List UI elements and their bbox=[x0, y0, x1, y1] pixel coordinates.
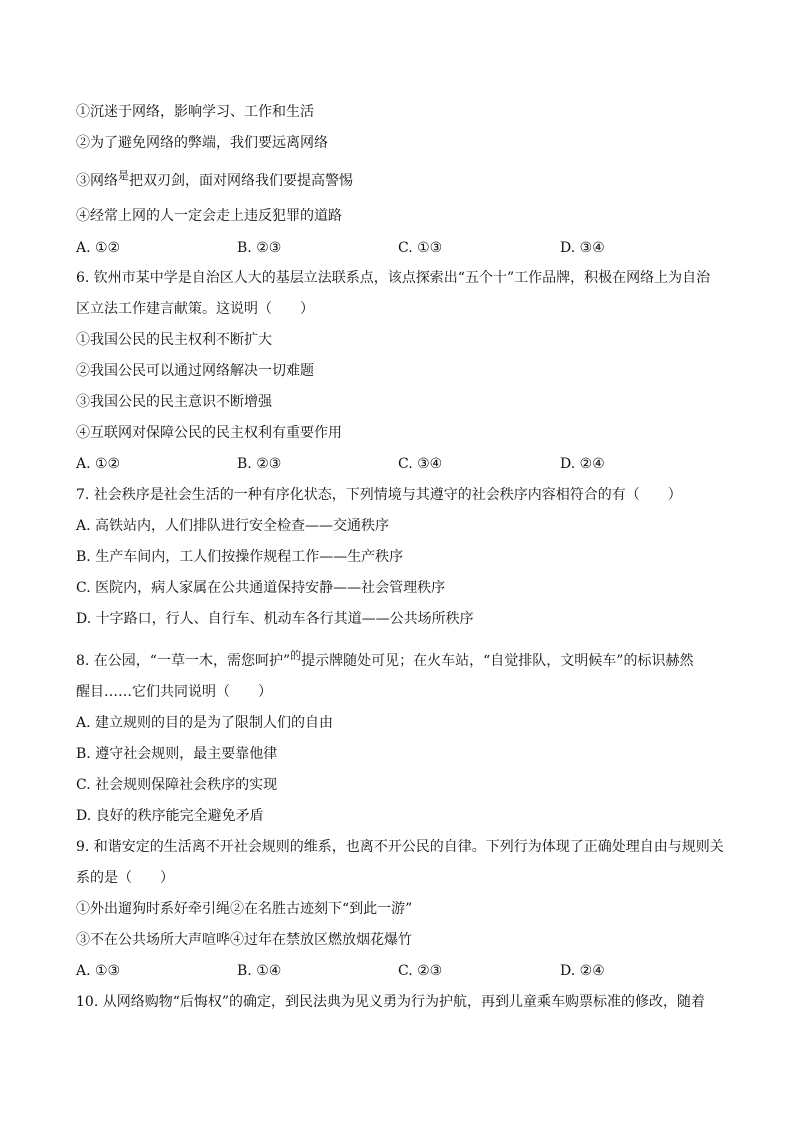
q9-stem-line-2: 系的是（ ） bbox=[76, 870, 174, 886]
q5-statement-3-suffix: 把双刃剑，面对网络我们要提高警惕 bbox=[129, 173, 353, 189]
q9-option-d[interactable]: D. ②④ bbox=[560, 963, 605, 979]
q8-choice-a[interactable]: A. 建立规则的目的是为了限制人们的自由 bbox=[76, 715, 334, 731]
q5-statement-3-prefix: ③网络 bbox=[76, 173, 118, 189]
q6-stem-line-1: 6. 钦州市某中学是自治区人大的基层立法联系点，该点探索出“五个十”工作品牌，积极在网络上为自治 bbox=[76, 270, 711, 286]
q7-choice-c[interactable]: C. 医院内，病人家属在公共通道保持安静——社会管理秩序 bbox=[76, 580, 446, 596]
q8-stem-line-2: 醒目……它们共同说明（ ） bbox=[76, 684, 272, 700]
q6-statement-2: ②我国公民可以通过网络解决一切难题 bbox=[76, 363, 314, 379]
q8-choice-b[interactable]: B. 遵守社会规则，最主要靠他律 bbox=[76, 746, 278, 762]
q8-stem-raised: 的 bbox=[290, 649, 302, 662]
q9-option-a[interactable]: A. ①③ bbox=[76, 963, 121, 979]
q5-statement-2: ②为了避免网络的弊端，我们要远离网络 bbox=[76, 135, 328, 151]
q6-statement-1: ①我国公民的民主权利不断扩大 bbox=[76, 332, 272, 348]
q5-statement-1: ①沉迷于网络，影响学习、工作和生活 bbox=[76, 104, 314, 120]
q6-option-a[interactable]: A. ①② bbox=[76, 456, 121, 472]
q8-choice-c[interactable]: C. 社会规则保障社会秩序的实现 bbox=[76, 777, 278, 793]
q9-stem-line-1: 9. 和谐安定的生活离不开社会规则的维系，也离不开公民的自律。下列行为体现了正确处理自由与规则关 bbox=[76, 839, 724, 855]
q6-stem-line-2: 区立法工作建言献策。这说明（ ） bbox=[76, 301, 314, 317]
q5-option-b[interactable]: B. ②③ bbox=[237, 240, 282, 256]
q5-option-c[interactable]: C. ①③ bbox=[398, 240, 443, 256]
q6-option-b[interactable]: B. ②③ bbox=[237, 456, 282, 472]
q5-statement-3-raised: 是 bbox=[118, 169, 129, 182]
q9-option-b[interactable]: B. ①④ bbox=[237, 963, 282, 979]
q5-option-d[interactable]: D. ③④ bbox=[560, 240, 605, 256]
q9-statements-row-2: ③不在公共场所大声喧哗④过年在禁放区燃放烟花爆竹 bbox=[76, 932, 412, 948]
q6-statement-3: ③我国公民的民主意识不断增强 bbox=[76, 394, 272, 410]
q6-option-d[interactable]: D. ②④ bbox=[560, 456, 605, 472]
q8-stem-prefix: 8. 在公园，“一草一木，需您呵护” bbox=[76, 653, 291, 669]
q7-choice-d[interactable]: D. 十字路口，行人、自行车、机动车各行其道——公共场所秩序 bbox=[76, 611, 474, 627]
q8-choice-d[interactable]: D. 良好的秩序能完全避免矛盾 bbox=[76, 808, 264, 824]
q8-stem-suffix: 提示牌随处可见；在火车站，“自觉排队，文明候车”的标识赫然 bbox=[301, 653, 694, 669]
q6-option-c[interactable]: C. ③④ bbox=[398, 456, 443, 472]
q10-stem-line-1: 10. 从网络购物“后悔权”的确定，到民法典为见义勇为行为护航，再到儿童乘车购票标准的修改，随着 bbox=[76, 994, 706, 1010]
q5-option-a[interactable]: A. ①② bbox=[76, 240, 121, 256]
q9-option-c[interactable]: C. ②③ bbox=[398, 963, 443, 979]
q7-choice-a[interactable]: A. 高铁站内，人们排队进行安全检查——交通秩序 bbox=[76, 518, 390, 534]
q5-statement-4: ④经常上网的人一定会走上违反犯罪的道路 bbox=[76, 208, 342, 224]
q6-statement-4: ④互联网对保障公民的民主权利有重要作用 bbox=[76, 425, 342, 441]
q7-choice-b[interactable]: B. 生产车间内，工人们按操作规程工作——生产秩序 bbox=[76, 549, 404, 565]
q9-statements-row-1: ①外出遛狗时系好牵引绳②在名胜古迹刻下“到此一游” bbox=[76, 901, 413, 917]
q7-stem: 7. 社会秩序是社会生活的一种有序化状态，下列情境与其遵守的社会秩序内容相符合的有（ ） bbox=[76, 487, 682, 503]
